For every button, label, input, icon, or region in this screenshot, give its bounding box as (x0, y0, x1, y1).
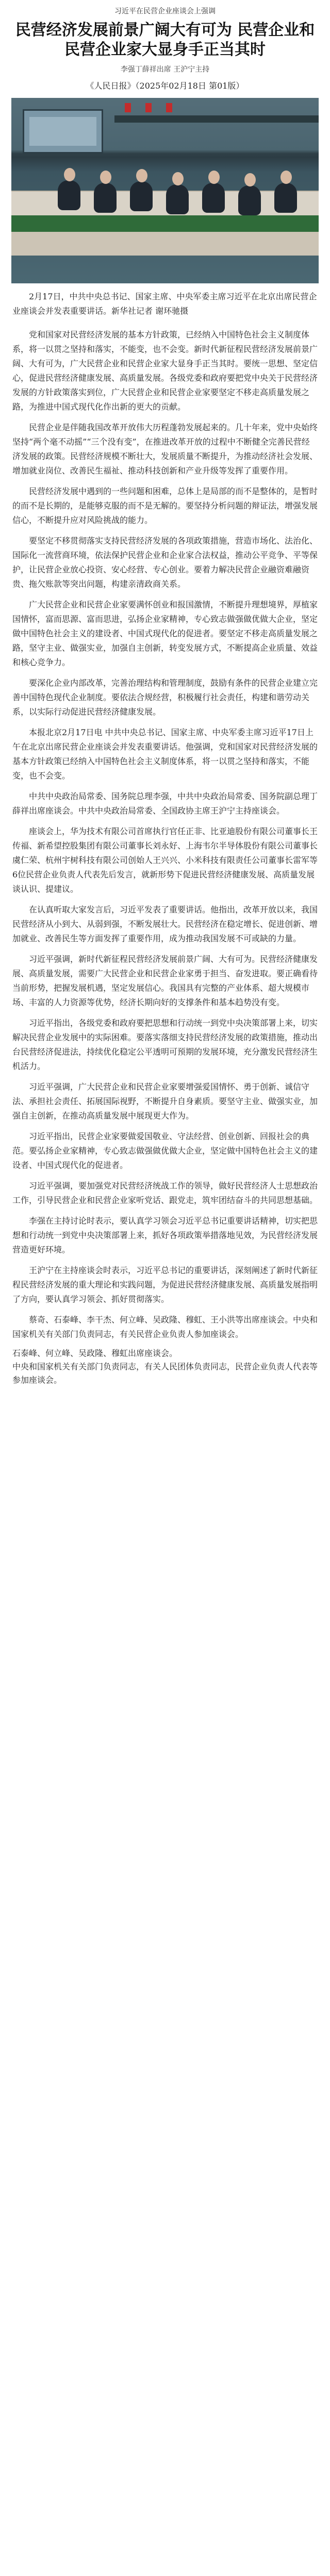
source-line: 《人民日报》（2025年02月18日 第01版） (86, 81, 244, 91)
photo-flag (145, 103, 152, 112)
paragraph: 习近平指出，各级党委和政府要把思想和行动统一到党中央决策部署上来，切实解决民营企业发展中的实际困难。要落实落细支持民营经济发展的政策措施，推动出台民营经济促进法，持续优化稳定公平透明可预期的发展环境，充分激发民营经济生机活力。 (12, 1018, 318, 1071)
photo-banner (114, 115, 319, 123)
article-header (0, 0, 330, 75)
article-body (0, 328, 330, 1342)
paragraph: 本报北京2月17日电 中共中央总书记、国家主席、中央军委主席习近平17日上午在北京出席民营企业座谈会并发表重要讲话。他强调，党和国家对民营经济发展的基本方针政策已经纳入中国特色社会主义制度体系，将一以贯之坚持和落实，不能变，也不会变。 (12, 727, 318, 781)
paragraph: 习近平强调，要加强党对民营经济统战工作的领导，做好民营经济人士思想政治工作，引导民营企业和民营企业家听党话、跟党走，筑牢团结奋斗的共同思想基础。 (12, 1181, 318, 1205)
photo-caption: 2月17日，中共中央总书记、国家主席、中央军委主席习近平在北京出席民营企业座谈会并发表重要讲话。新华社记者 谢环驰摄 (12, 292, 317, 316)
paragraph: 习近平指出，民营企业家要做爱国敬业、守法经营、创业创新、回报社会的典范。要弘扬企业家精神，专心致志做强做优做大企业，坚定做中国特色社会主义的建设者、中国式现代化的促进者。 (12, 1131, 318, 1170)
paragraph: 习近平强调，广大民营企业和民营企业家要增强爱国情怀、勇于创新、诚信守法、承担社会责任、拓展国际视野，不断提升自身素质。要坚守主业、做强实业，加强自主创新，在推动高质量发展中展现更大作为。 (12, 1082, 318, 1121)
photo-person (274, 183, 297, 213)
paragraph: 中共中央政治局常委、国务院总理李强，中共中央政治局常委、国务院副总理丁薛祥出席座谈会。中共中央政治局常委、全国政协主席王沪宁主持座谈会。 (12, 791, 318, 816)
paragraph: 李强在主持讨论时表示，要认真学习领会习近平总书记重要讲话精神，切实把思想和行动统一到党中央决策部署上来，抓好各项政策举措落地见效，为民营经济发展营造更好环境。 (12, 1216, 318, 1255)
paragraph: 蔡奇、石泰峰、李干杰、何立峰、吴政隆、穆虹、王小洪等出席座谈会。中央和国家机关有关部门负责同志，有关民营企业负责人参加座谈会。 (12, 1315, 318, 1339)
paragraph: 习近平强调，新时代新征程民营经济发展前景广阔、大有可为。民营经济健康发展、高质量发展，需要广大民营企业和民营企业家勇于担当、奋发进取。要正确看待当前形势，把握发展机遇，坚定发展信心。我国具有完整的产业体系、超大规模市场、丰富的人力资源等优势，经济长期向好的支撑条件和基本趋势没有变。 (12, 954, 318, 1007)
author-line: 李强丁薛祥出席 王沪宁主持 (120, 65, 210, 74)
paragraph: 王沪宁在主持座谈会时表示，习近平总书记的重要讲话，深刻阐述了新时代新征程民营经济发展的重大理论和实践问题，为促进民营经济健康发展、高质量发展指明了方向，要认真学习领会、抓好贯彻落实。 (12, 1265, 318, 1304)
paragraph: 座谈会上，华为技术有限公司首席执行官任正非、比亚迪股份有限公司董事长王传福、新希望控股集团有限公司董事长刘永好、上海韦尔半导体股份有限公司董事长虞仁荣、杭州宇树科技有限公司创始人王兴兴、小米科技有限责任公司董事长雷军等6位民营企业负责人代表先后发言，就新形势下促进民营经济健康发展、高质量发展谈认识、提建议。 (12, 826, 318, 894)
photo-person (238, 185, 261, 215)
photo-table-back (11, 232, 319, 256)
paragraph: 党和国家对民营经济发展的基本方针政策，已经纳入中国特色社会主义制度体系，将一以贯之坚持和落实，不能变，也不会变。新时代新征程民营经济发展前景广阔、大有可为，广大民营企业和民营企业家大显身手正当其时。要统一思想、坚定信心，促进民营经济健康发展、高质量发展。各级党委和政府要把党中央关于民营经济发展的方针政策落实到位，广大民营企业和民营企业家要坚定不移走高质量发展之路，为推进中国式现代化作出新的更大的贡献。 (12, 330, 318, 412)
paragraph: 民营企业是伴随我国改革开放伟大历程蓬勃发展起来的。几十年来，党中央始终坚持“两个毫不动摇”“三个没有变”，在推进改革开放的过程中不断健全完善民营经济发展的政策。民营经济规模不断壮大，发展质量不断提升，为推动经济社会发展、增加就业岗位、改善民生福祉、推动科技创新和产业升级等发挥了重要作用。 (12, 422, 318, 476)
footer-line: 中央和国家机关有关部门负责同志，有关人民团体负责同志，民营企业负责人代表等参加座谈会。 (12, 1362, 318, 1385)
photo-person (58, 180, 80, 210)
paragraph: 广大民营企业和民营企业家要满怀创业和报国激情，不断提升理想境界，厚植家国情怀，富而思源、富而思进，弘扬企业家精神，专心致志做强做优做大企业，坚定做中国特色社会主义的建设者、中国式现代化的促进者。要坚定不移走高质量发展之路，坚守主业、做强实业，加强自主创新，转变发展方式，不断提高企业质量、效益和核心竞争力。 (12, 600, 318, 667)
paragraph: 民营经济发展中遇到的一些问题和困难，总体上是局部的而不是整体的，是暂时的而不是长期的，是能够克服的而不是无解的。要坚持分析问题的辩证法，增强发展信心，不断提升应对风险挑战的能力。 (12, 486, 318, 525)
footer-line: 石泰峰、何立峰、吴政隆、穆虹出席座谈会。 (12, 1348, 178, 1358)
photo-screen (23, 109, 103, 154)
photo-flag (125, 103, 131, 112)
photo-person (166, 184, 189, 214)
photo-person (202, 183, 225, 213)
kicker: 习近平在民营企业座谈会上强调 (114, 7, 216, 15)
article-footer (0, 1342, 330, 1397)
paragraph: 要坚定不移贯彻落实支持民营经济发展的各项政策措施，营造市场化、法治化、国际化一流营商环境，依法保护民营企业和企业家合法权益，推动公平竞争、平等保护，让民营企业放心投资、安心经营、专心创业。要着力解决民营企业融资难融资贵、拖欠账款等突出问题，构建亲清政商关系。 (12, 536, 318, 589)
photo-person (94, 183, 117, 213)
paragraph: 在认真听取大家发言后，习近平发表了重要讲话。他指出，改革开放以来，我国民营经济从小到大、从弱到强，不断发展壮大。民营经济在稳定增长、促进创新、增加就业、改善民生等方面发挥了重要作用，成为推动我国发展不可或缺的力量。 (12, 905, 318, 943)
photo-flowers (11, 215, 319, 234)
paragraph: 要深化企业内部改革，完善治理结构和管理制度，鼓励有条件的民营企业建立完善中国特色现代企业制度。要依法合规经营，积极履行社会责任，构建和谐劳动关系，以实际行动促进民营经济健康发展。 (12, 678, 318, 717)
photo-person (130, 181, 153, 211)
headline: 民营经济发展前景广阔大有可为 民营企业和民营企业家大显身手正当其时 (15, 21, 315, 59)
photo-flag (166, 103, 172, 112)
news-photo (11, 98, 319, 283)
